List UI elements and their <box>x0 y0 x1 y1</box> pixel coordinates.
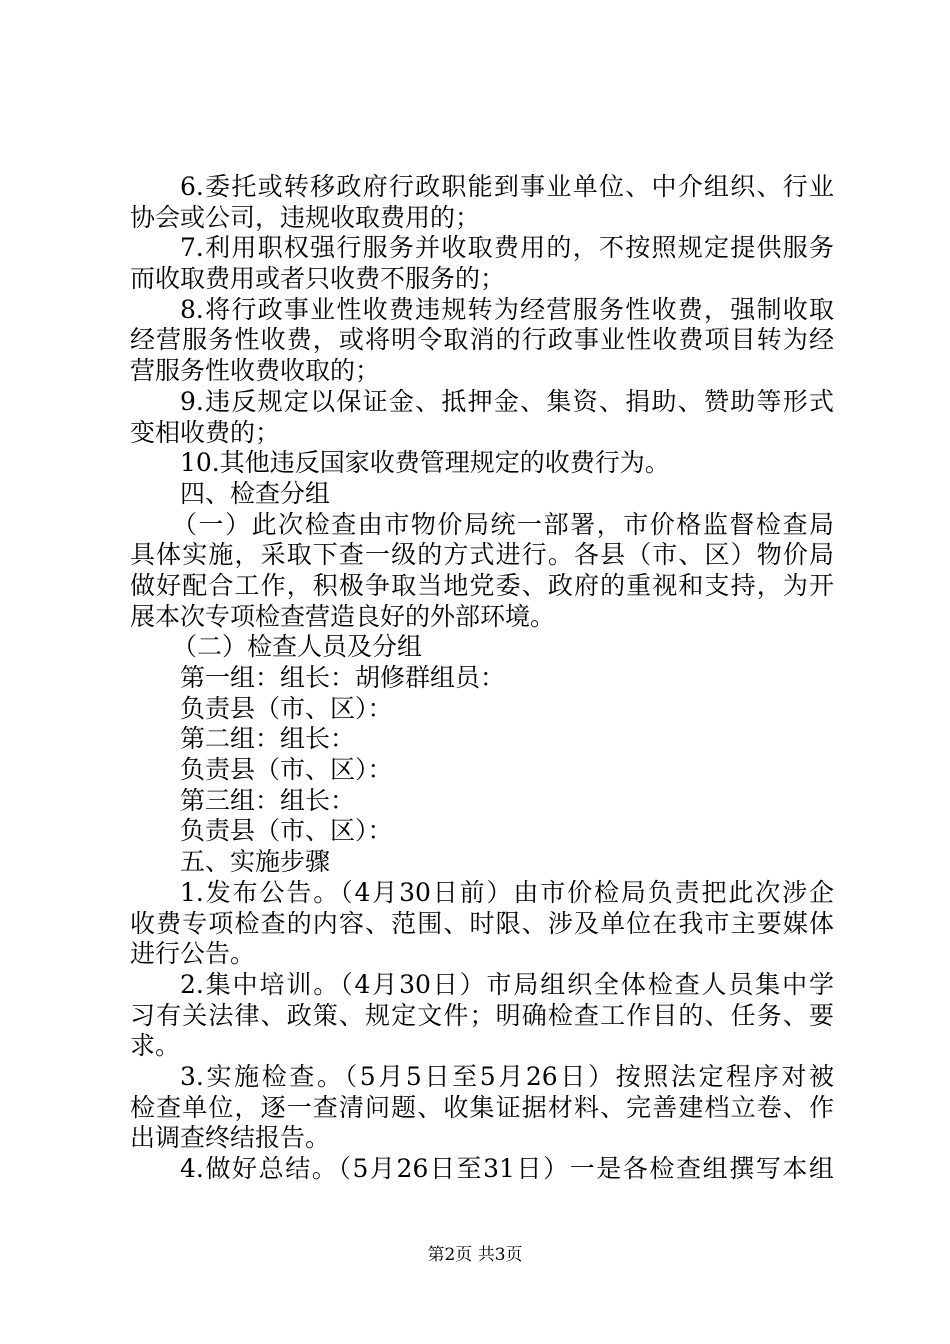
text-line: 做好配合工作，积极争取当地党委、政府的重视和支持，为开 <box>130 570 834 600</box>
page-footer: 第2页 共3页 <box>427 1245 523 1265</box>
text-line: 而收取费用或者只收费不服务的； <box>130 264 506 294</box>
text-line: （一）此次检查由市物价局统一部署，市价格监督检查局 <box>172 509 834 539</box>
text-line: 第三组：组长： <box>180 785 356 815</box>
text-line: 检查单位，逐一查清问题、收集证据材料、完善建档立卷、作 <box>130 1092 834 1122</box>
text-line: 1.发布公告。（4月30日前）由市价检局负责把此次涉企 <box>180 877 834 907</box>
text-line: 具体实施，采取下查一级的方式进行。各县（市、区）物价局 <box>130 540 834 570</box>
text-line: 经营服务性收费，或将明令取消的行政事业性收费项目转为经 <box>130 325 834 355</box>
text-line: 第二组：组长： <box>180 724 356 754</box>
text-line: 8.将行政事业性收费违规转为经营服务性收费，强制收取 <box>180 294 834 324</box>
text-line: 7.利用职权强行服务并收取费用的，不按照规定提供服务 <box>180 233 834 263</box>
text-line: 习有关法律、政策、规定文件；明确检查工作目的、任务、要 <box>130 1000 834 1030</box>
text-line: 收费专项检查的内容、范围、时限、涉及单位在我市主要媒体 <box>130 908 834 938</box>
text-line: 五、实施步骤 <box>180 847 331 877</box>
text-line: 四、检查分组 <box>180 478 331 508</box>
text-line: 变相收费的； <box>130 417 281 447</box>
text-line: 协会或公司，违规收取费用的； <box>130 202 481 232</box>
text-line: 6.委托或转移政府行政职能到事业单位、中介组织、行业 <box>180 172 834 201</box>
text-line: 负责县（市、区）： <box>180 816 393 846</box>
text-line: 出调查终结报告。 <box>130 1123 331 1153</box>
text-line: 10.其他违反国家收费管理规定的收费行为。 <box>180 448 670 478</box>
text-line: （二）检查人员及分组 <box>172 632 423 662</box>
text-line: 3.实施检查。（5月5日至5月26日）按照法定程序对被 <box>180 1061 834 1091</box>
text-line: 负责县（市、区）： <box>180 693 393 723</box>
text-line: 第一组：组长：胡修群组员： <box>180 663 506 692</box>
document-body <box>130 172 834 1185</box>
text-line: 负责县（市、区）： <box>180 755 393 785</box>
text-line: 2.集中培训。（4月30日）市局组织全体检查人员集中学 <box>180 969 834 999</box>
text-line: 求。 <box>130 1031 181 1061</box>
text-line: 展本次专项检查营造良好的外部环境。 <box>130 601 556 631</box>
text-line: 4.做好总结。（5月26日至31日）一是各检查组撰写本组 <box>180 1154 834 1183</box>
text-line: 9.违反规定以保证金、抵押金、集资、捐助、赞助等形式 <box>180 386 834 416</box>
text-line: 营服务性收费收取的； <box>130 356 381 386</box>
text-line: 进行公告。 <box>130 939 256 969</box>
